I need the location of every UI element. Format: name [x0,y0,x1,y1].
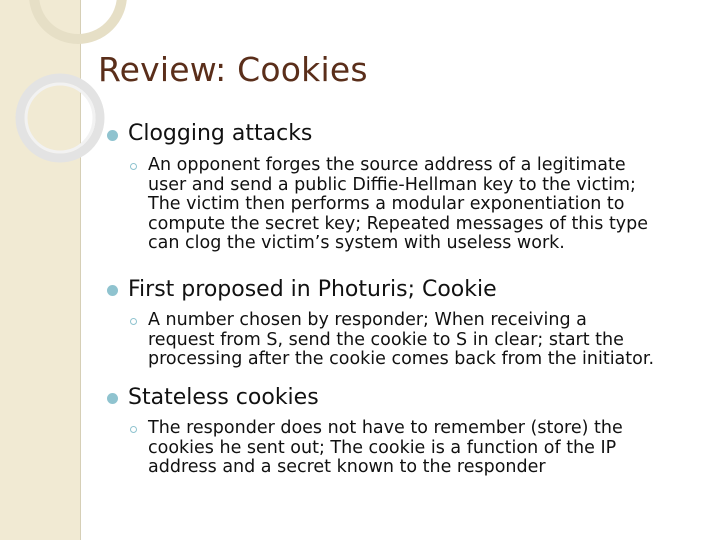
bullet-stateless-cookies: Stateless cookies [128,385,319,410]
sub-bullet-stateless-description [148,419,708,478]
slide-title: Review: Cookies [98,50,368,89]
sub-bullet-clogging-description [148,156,708,254]
text-line: request from S, send the cookie to S in clear; start the [148,329,624,350]
text-line: can clog the victim’s system with useless work. [148,233,565,253]
sub-bullet-marker [130,318,137,325]
bullet-clogging-attacks: Clogging attacks [128,121,313,146]
text-line: cookies he sent out; The cookie is a function of the IP [148,437,617,458]
text-line: A number chosen by responder; When receiving a [148,310,587,330]
sub-bullet-marker [130,163,137,170]
text-line: user and send a public Diffie-Hellman key to the victim; [148,174,636,195]
sub-bullet-marker [130,426,137,433]
text-line: The responder does not have to remember (store) the [148,418,623,438]
text-line: The victim then performs a modular exponentiation to [148,194,625,214]
text-line: address and a secret known to the responder [148,457,546,477]
text-line: compute the secret key; Repeated messages of this type [148,213,649,234]
bullet-marker [107,130,118,141]
bullet-marker [107,285,118,296]
text-line: processing after the cookie comes back from the initiator. [148,349,655,369]
bullet-photuris-cookie: First proposed in Photuris; Cookie [128,277,497,302]
text-line: An opponent forges the source address of a legitimate [148,155,626,175]
sub-bullet-cookie-description [148,311,708,370]
bullet-marker [107,393,118,404]
decorative-circles-graphic [0,0,160,200]
